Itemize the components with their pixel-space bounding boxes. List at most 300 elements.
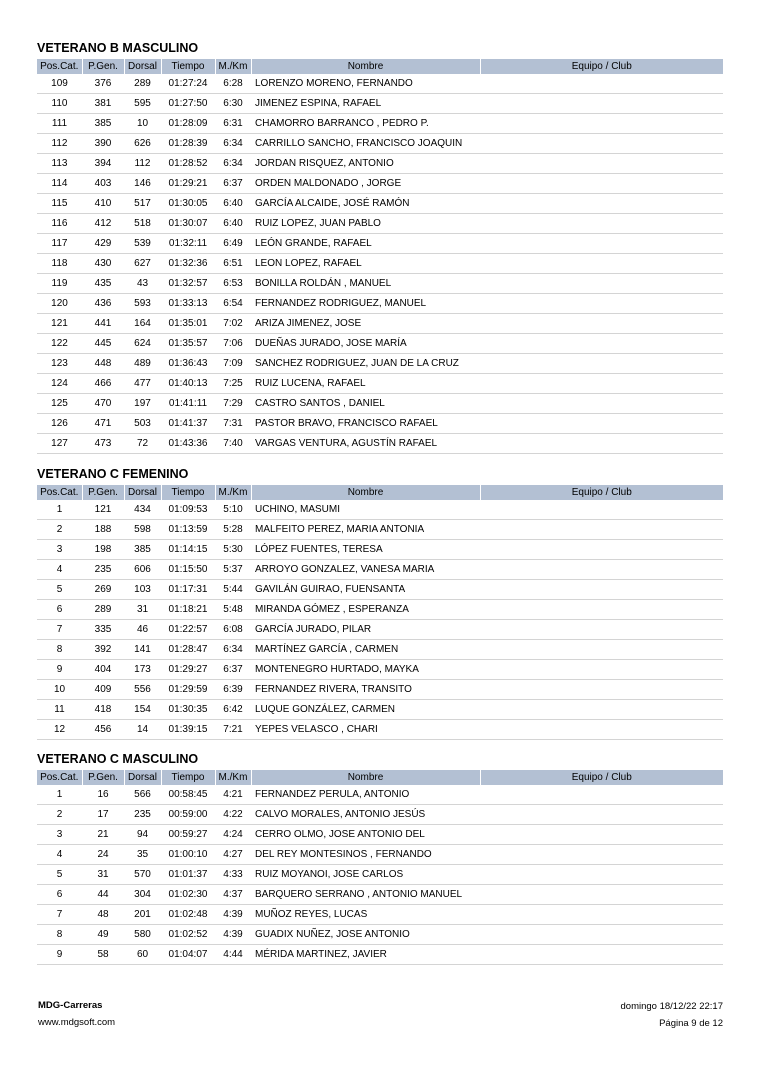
cell-p-gen: 412	[82, 214, 124, 234]
cell-pos-cat: 7	[37, 620, 82, 640]
cell-p-gen: 429	[82, 234, 124, 254]
table-row	[37, 434, 723, 454]
footer-website[interactable]: www.mdgsoft.com	[38, 1017, 116, 1028]
cell-dorsal: 146	[124, 174, 161, 194]
cell-tiempo: 01:28:52	[161, 154, 215, 174]
cell-equipo-club	[480, 194, 723, 214]
cell-nombre: MÉRIDA MARTINEZ, JAVIER	[251, 945, 480, 965]
cell-m-km: 6:40	[215, 214, 251, 234]
cell-tiempo: 00:59:27	[161, 825, 215, 845]
section-veterano-b-masculino	[37, 37, 723, 454]
column-header-tiempo: Tiempo	[161, 485, 215, 500]
cell-p-gen: 335	[82, 620, 124, 640]
cell-equipo-club	[480, 374, 723, 394]
table-row	[37, 640, 723, 660]
column-header-p-gen: P.Gen.	[82, 770, 124, 785]
cell-m-km: 6:34	[215, 154, 251, 174]
cell-dorsal: 154	[124, 700, 161, 720]
cell-tiempo: 01:29:21	[161, 174, 215, 194]
cell-m-km: 7:31	[215, 414, 251, 434]
cell-pos-cat: 109	[37, 74, 82, 94]
cell-tiempo: 01:04:07	[161, 945, 215, 965]
cell-p-gen: 410	[82, 194, 124, 214]
cell-m-km: 4:22	[215, 805, 251, 825]
cell-m-km: 7:06	[215, 334, 251, 354]
results-table	[37, 770, 723, 965]
cell-dorsal: 14	[124, 720, 161, 740]
cell-m-km: 6:49	[215, 234, 251, 254]
cell-equipo-club	[480, 580, 723, 600]
cell-equipo-club	[480, 520, 723, 540]
footer-page-number: Página 9 de 12	[659, 1018, 723, 1029]
cell-tiempo: 01:28:47	[161, 640, 215, 660]
cell-nombre: CARRILLO SANCHO, FRANCISCO JOAQUIN	[251, 134, 480, 154]
cell-m-km: 7:02	[215, 314, 251, 334]
table-row	[37, 214, 723, 234]
cell-nombre: DUEÑAS JURADO, JOSE MARÍA	[251, 334, 480, 354]
cell-dorsal: 566	[124, 785, 161, 805]
cell-dorsal: 201	[124, 905, 161, 925]
cell-p-gen: 392	[82, 640, 124, 660]
cell-equipo-club	[480, 214, 723, 234]
cell-dorsal: 598	[124, 520, 161, 540]
cell-tiempo: 01:32:57	[161, 274, 215, 294]
table-row	[37, 805, 723, 825]
cell-tiempo: 00:59:00	[161, 805, 215, 825]
cell-p-gen: 430	[82, 254, 124, 274]
cell-equipo-club	[480, 945, 723, 965]
cell-tiempo: 01:22:57	[161, 620, 215, 640]
cell-nombre: GUADIX NUÑEZ, JOSE ANTONIO	[251, 925, 480, 945]
cell-pos-cat: 7	[37, 905, 82, 925]
cell-pos-cat: 125	[37, 394, 82, 414]
cell-dorsal: 197	[124, 394, 161, 414]
table-row	[37, 620, 723, 640]
cell-p-gen: 404	[82, 660, 124, 680]
cell-tiempo: 01:13:59	[161, 520, 215, 540]
cell-m-km: 5:44	[215, 580, 251, 600]
cell-dorsal: 141	[124, 640, 161, 660]
cell-pos-cat: 8	[37, 925, 82, 945]
cell-dorsal: 43	[124, 274, 161, 294]
cell-p-gen: 235	[82, 560, 124, 580]
cell-tiempo: 01:09:53	[161, 500, 215, 520]
cell-p-gen: 49	[82, 925, 124, 945]
cell-p-gen: 188	[82, 520, 124, 540]
cell-equipo-club	[480, 74, 723, 94]
column-header-dorsal: Dorsal	[124, 770, 161, 785]
cell-dorsal: 60	[124, 945, 161, 965]
results-table	[37, 485, 723, 740]
cell-m-km: 4:21	[215, 785, 251, 805]
cell-m-km: 5:10	[215, 500, 251, 520]
cell-pos-cat: 4	[37, 560, 82, 580]
cell-nombre: JIMENEZ ESPINA, RAFAEL	[251, 94, 480, 114]
cell-dorsal: 556	[124, 680, 161, 700]
cell-p-gen: 198	[82, 540, 124, 560]
cell-p-gen: 58	[82, 945, 124, 965]
cell-m-km: 6:37	[215, 174, 251, 194]
cell-nombre: GARCÍA ALCAIDE, JOSÉ RAMÓN	[251, 194, 480, 214]
table-row	[37, 174, 723, 194]
cell-dorsal: 94	[124, 825, 161, 845]
cell-m-km: 5:37	[215, 560, 251, 580]
cell-p-gen: 436	[82, 294, 124, 314]
cell-dorsal: 518	[124, 214, 161, 234]
cell-p-gen: 376	[82, 74, 124, 94]
cell-dorsal: 112	[124, 154, 161, 174]
section-title: VETERANO B MASCULINO	[37, 41, 199, 55]
table-row	[37, 154, 723, 174]
column-header-dorsal: Dorsal	[124, 485, 161, 500]
cell-tiempo: 01:28:09	[161, 114, 215, 134]
cell-p-gen: 473	[82, 434, 124, 454]
cell-dorsal: 489	[124, 354, 161, 374]
cell-dorsal: 10	[124, 114, 161, 134]
cell-p-gen: 44	[82, 885, 124, 905]
cell-nombre: RUIZ MOYANOI, JOSE CARLOS	[251, 865, 480, 885]
cell-p-gen: 448	[82, 354, 124, 374]
table-row	[37, 945, 723, 965]
cell-pos-cat: 121	[37, 314, 82, 334]
cell-pos-cat: 124	[37, 374, 82, 394]
cell-tiempo: 01:27:50	[161, 94, 215, 114]
table-header-row	[37, 485, 723, 500]
cell-dorsal: 235	[124, 805, 161, 825]
cell-nombre: GAVILÁN GUIRAO, FUENSANTA	[251, 580, 480, 600]
table-row	[37, 520, 723, 540]
cell-tiempo: 01:35:57	[161, 334, 215, 354]
cell-m-km: 6:28	[215, 74, 251, 94]
cell-nombre: ORDEN MALDONADO , JORGE	[251, 174, 480, 194]
cell-pos-cat: 8	[37, 640, 82, 660]
cell-m-km: 6:42	[215, 700, 251, 720]
cell-nombre: DEL REY MONTESINOS , FERNANDO	[251, 845, 480, 865]
cell-m-km: 4:44	[215, 945, 251, 965]
cell-equipo-club	[480, 394, 723, 414]
table-row	[37, 114, 723, 134]
cell-equipo-club	[480, 805, 723, 825]
table-row	[37, 354, 723, 374]
cell-equipo-club	[480, 640, 723, 660]
column-header-nombre: Nombre	[251, 59, 480, 74]
cell-p-gen: 466	[82, 374, 124, 394]
cell-m-km: 6:08	[215, 620, 251, 640]
cell-p-gen: 471	[82, 414, 124, 434]
table-row	[37, 274, 723, 294]
cell-nombre: FERNANDEZ RODRIGUEZ, MANUEL	[251, 294, 480, 314]
cell-p-gen: 17	[82, 805, 124, 825]
column-header-pos-cat: Pos.Cat.	[37, 485, 82, 500]
table-header-row	[37, 59, 723, 74]
cell-equipo-club	[480, 660, 723, 680]
cell-dorsal: 593	[124, 294, 161, 314]
cell-tiempo: 01:29:27	[161, 660, 215, 680]
cell-dorsal: 434	[124, 500, 161, 520]
cell-dorsal: 164	[124, 314, 161, 334]
cell-equipo-club	[480, 845, 723, 865]
cell-equipo-club	[480, 254, 723, 274]
cell-equipo-club	[480, 680, 723, 700]
cell-dorsal: 304	[124, 885, 161, 905]
cell-pos-cat: 2	[37, 520, 82, 540]
cell-pos-cat: 113	[37, 154, 82, 174]
cell-p-gen: 390	[82, 134, 124, 154]
cell-p-gen: 470	[82, 394, 124, 414]
cell-m-km: 7:29	[215, 394, 251, 414]
cell-pos-cat: 12	[37, 720, 82, 740]
cell-m-km: 6:31	[215, 114, 251, 134]
cell-p-gen: 418	[82, 700, 124, 720]
table-row	[37, 374, 723, 394]
cell-p-gen: 381	[82, 94, 124, 114]
cell-tiempo: 01:28:39	[161, 134, 215, 154]
cell-nombre: MARTÍNEZ GARCÍA , CARMEN	[251, 640, 480, 660]
cell-m-km: 6:34	[215, 640, 251, 660]
cell-tiempo: 01:32:11	[161, 234, 215, 254]
column-header-pos-cat: Pos.Cat.	[37, 770, 82, 785]
cell-dorsal: 72	[124, 434, 161, 454]
results-table	[37, 59, 723, 454]
cell-tiempo: 01:39:15	[161, 720, 215, 740]
cell-tiempo: 01:02:52	[161, 925, 215, 945]
cell-p-gen: 409	[82, 680, 124, 700]
cell-m-km: 6:40	[215, 194, 251, 214]
column-header-nombre: Nombre	[251, 770, 480, 785]
table-row	[37, 925, 723, 945]
table-row	[37, 394, 723, 414]
cell-equipo-club	[480, 134, 723, 154]
cell-dorsal: 517	[124, 194, 161, 214]
cell-nombre: LUQUE GONZÁLEZ, CARMEN	[251, 700, 480, 720]
cell-equipo-club	[480, 600, 723, 620]
cell-nombre: MUÑOZ REYES, LUCAS	[251, 905, 480, 925]
cell-pos-cat: 4	[37, 845, 82, 865]
cell-nombre: ARROYO GONZALEZ, VANESA MARIA	[251, 560, 480, 580]
cell-equipo-club	[480, 234, 723, 254]
table-row	[37, 905, 723, 925]
cell-nombre: LÓPEZ FUENTES, TERESA	[251, 540, 480, 560]
cell-equipo-club	[480, 334, 723, 354]
cell-equipo-club	[480, 94, 723, 114]
cell-equipo-club	[480, 825, 723, 845]
table-row	[37, 825, 723, 845]
cell-equipo-club	[480, 560, 723, 580]
cell-tiempo: 01:40:13	[161, 374, 215, 394]
cell-tiempo: 01:33:13	[161, 294, 215, 314]
cell-nombre: CERRO OLMO, JOSE ANTONIO DEL	[251, 825, 480, 845]
cell-tiempo: 01:27:24	[161, 74, 215, 94]
cell-pos-cat: 114	[37, 174, 82, 194]
column-header-tiempo: Tiempo	[161, 59, 215, 74]
footer-brand: MDG-Carreras	[38, 1000, 103, 1011]
cell-equipo-club	[480, 414, 723, 434]
cell-equipo-club	[480, 354, 723, 374]
column-header-p-gen: P.Gen.	[82, 59, 124, 74]
cell-equipo-club	[480, 500, 723, 520]
cell-dorsal: 570	[124, 865, 161, 885]
table-row	[37, 720, 723, 740]
cell-m-km: 7:21	[215, 720, 251, 740]
cell-nombre: JORDAN RISQUEZ, ANTONIO	[251, 154, 480, 174]
cell-dorsal: 477	[124, 374, 161, 394]
cell-nombre: PASTOR BRAVO, FRANCISCO RAFAEL	[251, 414, 480, 434]
cell-pos-cat: 5	[37, 580, 82, 600]
cell-tiempo: 01:30:07	[161, 214, 215, 234]
cell-tiempo: 01:41:37	[161, 414, 215, 434]
table-row	[37, 660, 723, 680]
cell-tiempo: 01:35:01	[161, 314, 215, 334]
cell-dorsal: 31	[124, 600, 161, 620]
cell-m-km: 4:37	[215, 885, 251, 905]
column-header-equipo-club: Equipo / Club	[571, 61, 632, 72]
table-row	[37, 680, 723, 700]
cell-dorsal: 35	[124, 845, 161, 865]
cell-m-km: 6:34	[215, 134, 251, 154]
cell-equipo-club	[480, 274, 723, 294]
cell-m-km: 7:40	[215, 434, 251, 454]
table-row	[37, 254, 723, 274]
cell-p-gen: 403	[82, 174, 124, 194]
cell-pos-cat: 2	[37, 805, 82, 825]
section-title: VETERANO C MASCULINO	[37, 752, 199, 766]
table-row	[37, 414, 723, 434]
cell-equipo-club	[480, 700, 723, 720]
cell-m-km: 6:53	[215, 274, 251, 294]
cell-nombre: MIRANDA GÓMEZ , ESPERANZA	[251, 600, 480, 620]
table-row	[37, 234, 723, 254]
cell-tiempo: 01:00:10	[161, 845, 215, 865]
cell-nombre: FERNANDEZ RIVERA, TRANSITO	[251, 680, 480, 700]
cell-pos-cat: 126	[37, 414, 82, 434]
cell-m-km: 6:51	[215, 254, 251, 274]
cell-nombre: BARQUERO SERRANO , ANTONIO MANUEL	[251, 885, 480, 905]
table-row	[37, 600, 723, 620]
cell-nombre: CHAMORRO BARRANCO , PEDRO P.	[251, 114, 480, 134]
cell-p-gen: 31	[82, 865, 124, 885]
cell-tiempo: 01:18:21	[161, 600, 215, 620]
cell-pos-cat: 127	[37, 434, 82, 454]
cell-nombre: CASTRO SANTOS , DANIEL	[251, 394, 480, 414]
cell-p-gen: 21	[82, 825, 124, 845]
cell-p-gen: 24	[82, 845, 124, 865]
cell-tiempo: 00:58:45	[161, 785, 215, 805]
column-header-dorsal: Dorsal	[124, 59, 161, 74]
cell-nombre: GARCÍA JURADO, PILAR	[251, 620, 480, 640]
cell-equipo-club	[480, 905, 723, 925]
table-row	[37, 314, 723, 334]
cell-equipo-club	[480, 925, 723, 945]
cell-nombre: VARGAS VENTURA, AGUSTÍN RAFAEL	[251, 434, 480, 454]
cell-equipo-club	[480, 540, 723, 560]
table-row	[37, 580, 723, 600]
column-header-tiempo: Tiempo	[161, 770, 215, 785]
table-row	[37, 560, 723, 580]
cell-tiempo: 01:30:05	[161, 194, 215, 214]
cell-pos-cat: 1	[37, 785, 82, 805]
cell-pos-cat: 1	[37, 500, 82, 520]
cell-tiempo: 01:14:15	[161, 540, 215, 560]
cell-p-gen: 435	[82, 274, 124, 294]
cell-nombre: LEÓN GRANDE, RAFAEL	[251, 234, 480, 254]
cell-tiempo: 01:15:50	[161, 560, 215, 580]
cell-nombre: YEPES VELASCO , CHARI	[251, 720, 480, 740]
table-row	[37, 785, 723, 805]
cell-m-km: 6:37	[215, 660, 251, 680]
cell-nombre: RUIZ LUCENA, RAFAEL	[251, 374, 480, 394]
cell-equipo-club	[480, 434, 723, 454]
column-header-m-km: M./Km	[215, 485, 251, 500]
cell-pos-cat: 9	[37, 660, 82, 680]
cell-tiempo: 01:02:48	[161, 905, 215, 925]
cell-equipo-club	[480, 720, 723, 740]
cell-m-km: 5:48	[215, 600, 251, 620]
cell-tiempo: 01:02:30	[161, 885, 215, 905]
cell-pos-cat: 119	[37, 274, 82, 294]
cell-pos-cat: 123	[37, 354, 82, 374]
cell-equipo-club	[480, 114, 723, 134]
cell-p-gen: 121	[82, 500, 124, 520]
table-row	[37, 334, 723, 354]
cell-m-km: 4:39	[215, 905, 251, 925]
table-header-row	[37, 770, 723, 785]
table-row	[37, 134, 723, 154]
cell-equipo-club	[480, 785, 723, 805]
cell-pos-cat: 116	[37, 214, 82, 234]
column-header-m-km: M./Km	[215, 770, 251, 785]
cell-nombre: LEON LOPEZ, RAFAEL	[251, 254, 480, 274]
cell-dorsal: 595	[124, 94, 161, 114]
cell-m-km: 5:30	[215, 540, 251, 560]
cell-nombre: CALVO MORALES, ANTONIO JESÚS	[251, 805, 480, 825]
cell-pos-cat: 3	[37, 825, 82, 845]
cell-dorsal: 606	[124, 560, 161, 580]
column-header-m-km: M./Km	[215, 59, 251, 74]
column-header-equipo-club: Equipo / Club	[571, 487, 632, 498]
cell-tiempo: 01:17:31	[161, 580, 215, 600]
table-row	[37, 885, 723, 905]
cell-tiempo: 01:01:37	[161, 865, 215, 885]
column-header-equipo-club: Equipo / Club	[571, 772, 632, 783]
cell-equipo-club	[480, 154, 723, 174]
cell-m-km: 4:24	[215, 825, 251, 845]
cell-pos-cat: 9	[37, 945, 82, 965]
cell-tiempo: 01:43:36	[161, 434, 215, 454]
table-row	[37, 540, 723, 560]
cell-nombre: ARIZA JIMENEZ, JOSE	[251, 314, 480, 334]
cell-m-km: 6:39	[215, 680, 251, 700]
cell-pos-cat: 111	[37, 114, 82, 134]
cell-equipo-club	[480, 865, 723, 885]
cell-equipo-club	[480, 174, 723, 194]
cell-pos-cat: 5	[37, 865, 82, 885]
cell-dorsal: 103	[124, 580, 161, 600]
cell-pos-cat: 10	[37, 680, 82, 700]
cell-m-km: 6:54	[215, 294, 251, 314]
cell-pos-cat: 122	[37, 334, 82, 354]
table-row	[37, 194, 723, 214]
cell-equipo-club	[480, 885, 723, 905]
cell-tiempo: 01:41:11	[161, 394, 215, 414]
cell-m-km: 7:25	[215, 374, 251, 394]
cell-nombre: SANCHEZ RODRIGUEZ, JUAN DE LA CRUZ	[251, 354, 480, 374]
cell-p-gen: 456	[82, 720, 124, 740]
cell-dorsal: 173	[124, 660, 161, 680]
cell-dorsal: 385	[124, 540, 161, 560]
table-row	[37, 700, 723, 720]
table-row	[37, 294, 723, 314]
cell-tiempo: 01:32:36	[161, 254, 215, 274]
